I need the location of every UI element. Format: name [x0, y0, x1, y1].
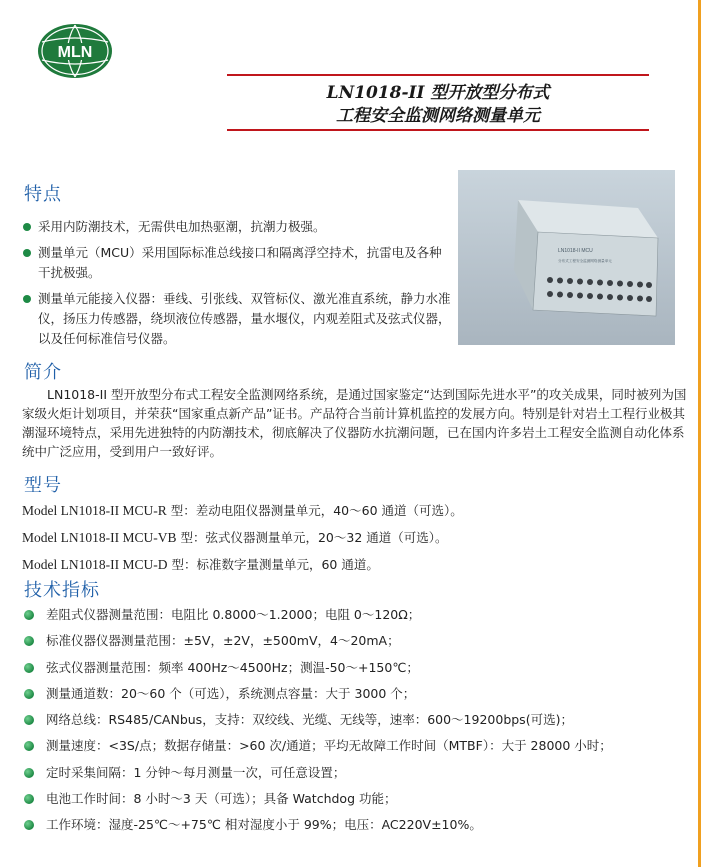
spec-item	[22, 628, 690, 654]
model-name: Model LN1018-II MCU-VB	[22, 530, 177, 545]
spec-item	[22, 812, 690, 838]
bullet-icon	[24, 820, 34, 830]
spec-text: 弦式仪器测量范围：频率 400Hz～4500Hz；测温-50～+150℃；	[46, 659, 419, 675]
title-line-1: LN1018-II 型开放型分布式	[326, 83, 550, 103]
feature-item	[22, 217, 452, 237]
logo-text: MLN	[57, 44, 93, 61]
spec-text: 网络总线：RS485/CANbus，支持：双绞线、光缆、无线等，速率：600～19200bps(可选)；	[46, 712, 573, 728]
spec-text: 测量通道数：20～60 个（可选），系统测点容量：大于 3000 个；	[46, 685, 416, 701]
device-panel-label: LN1018-II MCU	[558, 248, 593, 254]
spec-text: 工作环境：湿度-25℃～+75℃ 相对湿度小于 99%；电压：AC220V±10%。	[46, 817, 482, 833]
intro-heading: 简介	[24, 362, 62, 383]
mln-logo	[36, 22, 114, 80]
model-name: Model LN1018-II MCU-R	[22, 503, 167, 518]
features-heading: 特点	[24, 184, 62, 205]
title-bottom-rule	[227, 129, 649, 131]
spec-item	[22, 733, 690, 759]
intro-paragraph: LN1018-II 型开放型分布式工程安全监测网络系统，是通过国家鉴定“达到国际先进水平”的攻关成果，同时被列为国家级火炬计划项目，并荣获“国家重点新产品”证书。产品符合当前计算机监控的发展方向。特别是针对岩土工程行业极其潮湿环境特点，采用先进独特的内防潮技术，彻底解决了仪器防水抗潮问题，已在国内许多岩土工程安全监测自动化体系统中广泛应用，受到用户一致好评。	[22, 387, 687, 459]
models-heading: 型号	[24, 475, 62, 496]
specs-heading: 技术指标	[24, 580, 100, 601]
model-desc: 型：标准数字量测量单元，60 通道。	[167, 557, 379, 572]
bullet-icon	[24, 689, 34, 699]
feature-text: 采用内防潮技术，无需供电加热驱潮，抗潮力极强。	[38, 219, 326, 234]
specs-list	[22, 602, 690, 839]
spec-text: 测量速度：<3S/点；数据存储量：>60 次/通道；平均无故障工作时间（MTBF）：大于 28000 小时；	[46, 738, 612, 754]
spec-item	[22, 655, 690, 681]
bullet-icon	[23, 295, 31, 303]
bullet-icon	[24, 636, 34, 646]
intro-body	[22, 385, 690, 461]
device-photo	[458, 170, 675, 345]
title-top-rule	[227, 74, 649, 76]
model-name: Model LN1018-II MCU-D	[22, 557, 168, 572]
model-item	[22, 555, 379, 573]
title-line-2: 工程安全监测网络测量单元	[336, 106, 540, 126]
feature-item	[22, 289, 452, 349]
bullet-icon	[24, 768, 34, 778]
feature-text: 测量单元（MCU）采用国际标准总线接口和隔离浮空持术，抗雷电及各种干扰极强。	[38, 245, 442, 280]
spec-text: 差阻式仪器测量范围：电阻比 0.8000～1.2000；电阻 0～120Ω；	[46, 607, 421, 622]
model-desc: 型：差动电阻仪器测量单元，40～60 通道（可选）。	[166, 503, 463, 518]
model-desc: 型：弦式仪器测量单元，20～32 通道（可选）。	[176, 530, 448, 545]
spec-item	[22, 786, 690, 812]
bullet-icon	[24, 715, 34, 725]
features-list	[22, 217, 452, 355]
spec-text: 标准仪器仪器测量范围：±5V，±2V，±500mV，4～20mA；	[46, 633, 400, 649]
device-panel-sub: 分布式工程安全监测网络测量单元	[558, 259, 612, 263]
model-item	[22, 528, 448, 546]
bullet-icon	[23, 249, 31, 257]
spec-text: 电池工作时间：8 小时～3 天（可选）；具备 Watchdog 功能；	[46, 791, 397, 807]
bullet-icon	[24, 610, 34, 620]
bullet-icon	[24, 663, 34, 673]
model-item	[22, 501, 463, 519]
spec-text: 定时采集间隔：1 分钟～每月测量一次，可任意设置；	[46, 764, 346, 780]
feature-item	[22, 243, 452, 283]
bullet-icon	[23, 223, 31, 231]
spec-item	[22, 602, 690, 628]
bullet-icon	[24, 741, 34, 751]
spec-item	[22, 760, 690, 786]
spec-item	[22, 681, 690, 707]
bullet-icon	[24, 794, 34, 804]
feature-text: 测量单元能接入仪器：垂线、引张线、双管标仪、激光准直系统，静力水准仪，扬压力传感器，绕坝液位传感器，量水堰仪，内观差阻式及弦式仪器，以及任何标准信号仪器。	[38, 291, 451, 346]
spec-item	[22, 707, 690, 733]
